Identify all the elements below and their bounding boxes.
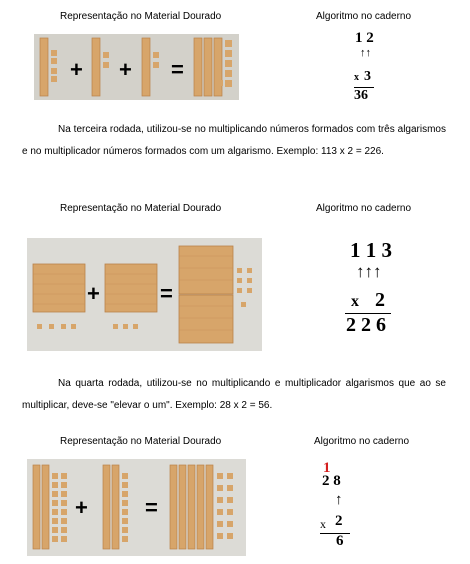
svg-text:+: + [87,281,100,306]
multiplier-2: 2 [375,289,385,311]
material-dourado-photo-1 [34,34,239,100]
paragraph-terceira-rodada: Na terceira rodada, utilizou-se no multiplicando números formados com três algarismos e no multiplicador números formados com um algarismo. Exemplo: 113 x 2 = 226. [22,124,446,157]
mult-sign-1: x [354,72,359,83]
result-line-3 [320,533,350,534]
svg-text:+: + [119,57,132,82]
caption-representacao-3: Representação no Material Dourado [60,436,222,447]
algorithm-2 [343,238,413,338]
caption-algoritmo-2: Algoritmo no caderno [316,203,412,214]
multiplicand-2: 1 1 3 [350,238,392,262]
caption-representacao-2: Representação no Material Dourado [60,203,222,214]
svg-text:+: + [75,495,88,520]
caption-algoritmo-3: Algoritmo no caderno [314,436,410,447]
material-dourado-photo-3 [27,459,246,556]
multiplier-1: 3 [364,69,371,84]
carry-digit: 1 [323,460,331,476]
material-dourado-photo-2 [27,238,262,351]
arrow-2: ↑↑↑ [356,262,382,281]
result-2: 2 2 6 [346,314,386,336]
svg-text:=: = [145,495,158,520]
mult-sign-3: x [320,517,326,531]
multiplier-3: 2 [335,513,343,529]
arrow-3: ↑ [335,492,343,508]
mult-sign-2: x [351,293,359,310]
multiplicand-1: 1 2 [355,30,374,46]
algorithm-3 [318,460,368,555]
caption-representacao-1: Representação no Material Dourado [60,11,222,22]
paragraph-quarta-rodada: Na quarta rodada, utilizou-se no multiplicando e multiplicador algarismos que ao se multiplicar, deve-se "elevar o um". Exemplo: 28 x 2 = 56. [22,378,446,411]
svg-text:=: = [160,281,173,306]
multiplicand-3: 2 8 [322,473,341,489]
svg-text:+: + [70,57,83,82]
result-1: 36 [354,88,368,103]
arrow-1: ↑↑ [360,47,371,59]
caption-algoritmo-1: Algoritmo no caderno [316,11,412,22]
result-3: 6 [336,533,344,549]
svg-text:=: = [171,57,184,82]
algorithm-1 [350,30,390,105]
